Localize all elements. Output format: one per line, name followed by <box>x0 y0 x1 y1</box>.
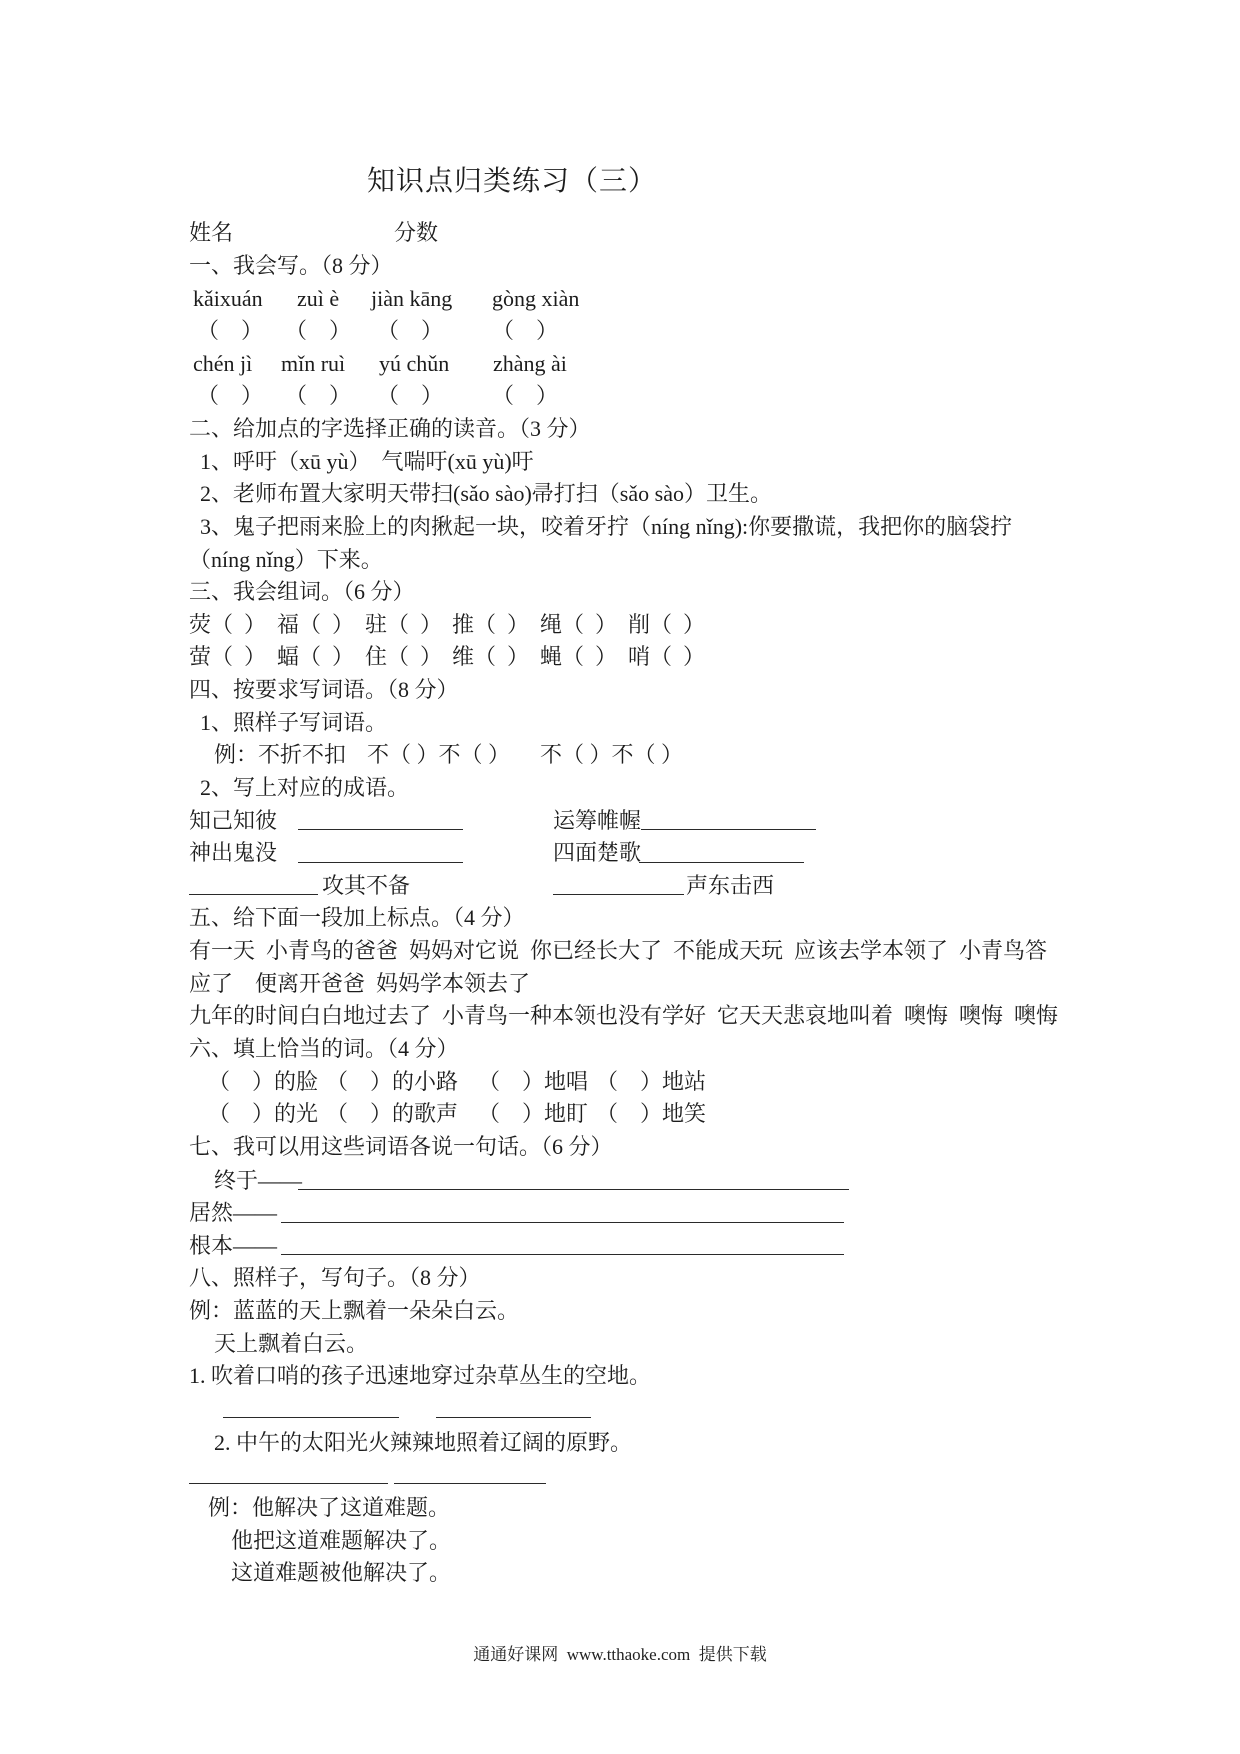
idiom: 声东击西 <box>686 873 775 898</box>
answer-line <box>298 829 463 830</box>
sentence-prompt: 居然—— <box>189 1200 278 1225</box>
answer-line <box>281 1254 844 1255</box>
word-group-item: 维（ ） <box>452 644 530 669</box>
answer-line <box>298 1189 849 1190</box>
section1-heading: 一、我会写。（8 分） <box>189 253 393 278</box>
answer-line <box>639 862 804 863</box>
example-answer: 他把这道难题解决了。 <box>231 1528 452 1553</box>
word-group-item: 推（ ） <box>452 612 530 637</box>
section6-heading: 六、填上恰当的词。（4 分） <box>189 1036 459 1061</box>
answer-line <box>281 1222 844 1223</box>
example-word: 例：不折不扣 <box>214 742 347 767</box>
question-line: 1、呼吁（xū yù） 气喘吁(xū yù)吁 <box>200 449 534 474</box>
question-line: 2. 中午的太阳光火辣辣地照着辽阔的原野。 <box>214 1430 633 1455</box>
word-group-item: 绳（ ） <box>540 612 618 637</box>
answer-blank: （ ） <box>377 318 444 343</box>
sentence-prompt: 终于—— <box>214 1168 303 1193</box>
example-sentence: 例：蓝蓝的天上飘着一朵朵白云。 <box>189 1298 520 1323</box>
answer-line <box>641 829 816 830</box>
word-group-item: 萤（ ） <box>189 644 267 669</box>
sentence-prompt: 根本—— <box>189 1233 278 1258</box>
question-line: 1. 吹着口哨的孩子迅速地穿过杂草丛生的空地。 <box>189 1363 652 1388</box>
answer-line <box>394 1483 546 1484</box>
word-group-item: 蝠（ ） <box>277 644 355 669</box>
section4-heading: 四、按要求写词语。（8 分） <box>189 677 459 702</box>
word-group-item: 荧（ ） <box>189 612 267 637</box>
answer-line <box>298 862 463 863</box>
fill-word-item: （ ）地唱 <box>478 1069 589 1094</box>
answer-blank: （ ） <box>492 318 559 343</box>
answer-blank: （ ） <box>492 383 559 408</box>
pinyin-item: zuì è <box>297 286 340 311</box>
fill-word-item: （ ）地笑 <box>596 1101 707 1126</box>
name-label: 姓名 <box>189 220 234 245</box>
section5-heading: 五、给下面一段加上标点。（4 分） <box>189 905 525 930</box>
section8-heading: 八、照样子，写句子。（8 分） <box>189 1265 481 1290</box>
pinyin-item: mǐn ruì <box>281 351 346 376</box>
word-pattern: 不（ ）不（ ） <box>367 742 511 767</box>
example-sentence: 例：他解决了这道难题。 <box>208 1495 451 1520</box>
pinyin-item: gòng xiàn <box>492 286 580 311</box>
answer-line <box>189 894 318 895</box>
fill-word-item: （ ）的脸 <box>208 1069 319 1094</box>
section7-heading: 七、我可以用这些词语各说一句话。（6 分） <box>189 1134 613 1159</box>
fill-word-item: （ ）地盯 <box>478 1101 589 1126</box>
score-label: 分数 <box>394 220 439 245</box>
idiom: 攻其不备 <box>322 873 411 898</box>
fill-word-item: （ ）地站 <box>596 1069 707 1094</box>
word-group-item: 削（ ） <box>628 612 706 637</box>
answer-blank: （ ） <box>197 383 264 408</box>
answer-blank: （ ） <box>197 318 264 343</box>
idiom: 知己知彼 <box>189 808 278 833</box>
answer-line <box>553 894 684 895</box>
idiom: 四面楚歌 <box>553 840 642 865</box>
fill-word-item: （ ）的歌声 <box>326 1101 459 1126</box>
idiom: 神出鬼没 <box>189 840 278 865</box>
answer-line <box>189 1483 388 1484</box>
section2-heading: 二、给加点的字选择正确的读音。（3 分） <box>189 416 591 441</box>
pinyin-item: zhàng ài <box>493 351 567 376</box>
footer-credit: 通通好课网 www.tthaoke.com 提供下载 <box>473 1645 767 1664</box>
fill-word-item: （ ）的光 <box>208 1101 319 1126</box>
example-answer: 天上飘着白云。 <box>214 1331 369 1356</box>
question-line: 2、老师布置大家明天带扫(sǎo sào)帚打扫（sǎo sào）卫生。 <box>200 481 772 506</box>
word-group-item: 蝇（ ） <box>540 644 618 669</box>
passage-line: 有一天 小青鸟的爸爸 妈妈对它说 你已经长大了 不能成天玩 应该去学本领了 小青鸟答 <box>189 938 1048 963</box>
fill-word-item: （ ）的小路 <box>326 1069 459 1094</box>
answer-blank: （ ） <box>377 383 444 408</box>
word-group-item: 住（ ） <box>365 644 443 669</box>
question-line: （níng nǐng）下来。 <box>189 547 383 572</box>
pinyin-item: yú chǔn <box>379 351 450 376</box>
word-group-item: 驻（ ） <box>365 612 443 637</box>
example-answer: 这道难题被他解决了。 <box>231 1560 452 1585</box>
word-pattern: 不（ ）不（ ） <box>540 742 684 767</box>
passage-line: 应了 便离开爸爸 妈妈学本领去了 <box>189 971 531 996</box>
word-group-item: 哨（ ） <box>628 644 706 669</box>
word-group-item: 福（ ） <box>277 612 355 637</box>
idiom: 运筹帷幄 <box>553 808 642 833</box>
answer-blank: （ ） <box>285 318 352 343</box>
instruction-line: 1、照样子写词语。 <box>200 710 388 735</box>
worksheet-title: 知识点归类练习（三） <box>367 166 658 197</box>
section3-heading: 三、我会组词。（6 分） <box>189 579 415 604</box>
pinyin-item: kǎixuán <box>193 286 263 311</box>
pinyin-item: jiàn kāng <box>371 286 453 311</box>
answer-line <box>223 1417 399 1418</box>
question-line: 3、鬼子把雨来脸上的肉揪起一块，咬着牙拧（níng nǐng):你要撒谎，我把你的脑袋拧 <box>200 514 1013 539</box>
passage-line: 九年的时间白白地过去了 小青鸟一种本领也没有学好 它天天悲哀地叫着 噢悔 噢悔 噢悔 <box>189 1003 1059 1028</box>
answer-blank: （ ） <box>285 383 352 408</box>
answer-line <box>436 1417 591 1418</box>
pinyin-item: chén jì <box>193 351 253 376</box>
instruction-line: 2、写上对应的成语。 <box>200 775 410 800</box>
